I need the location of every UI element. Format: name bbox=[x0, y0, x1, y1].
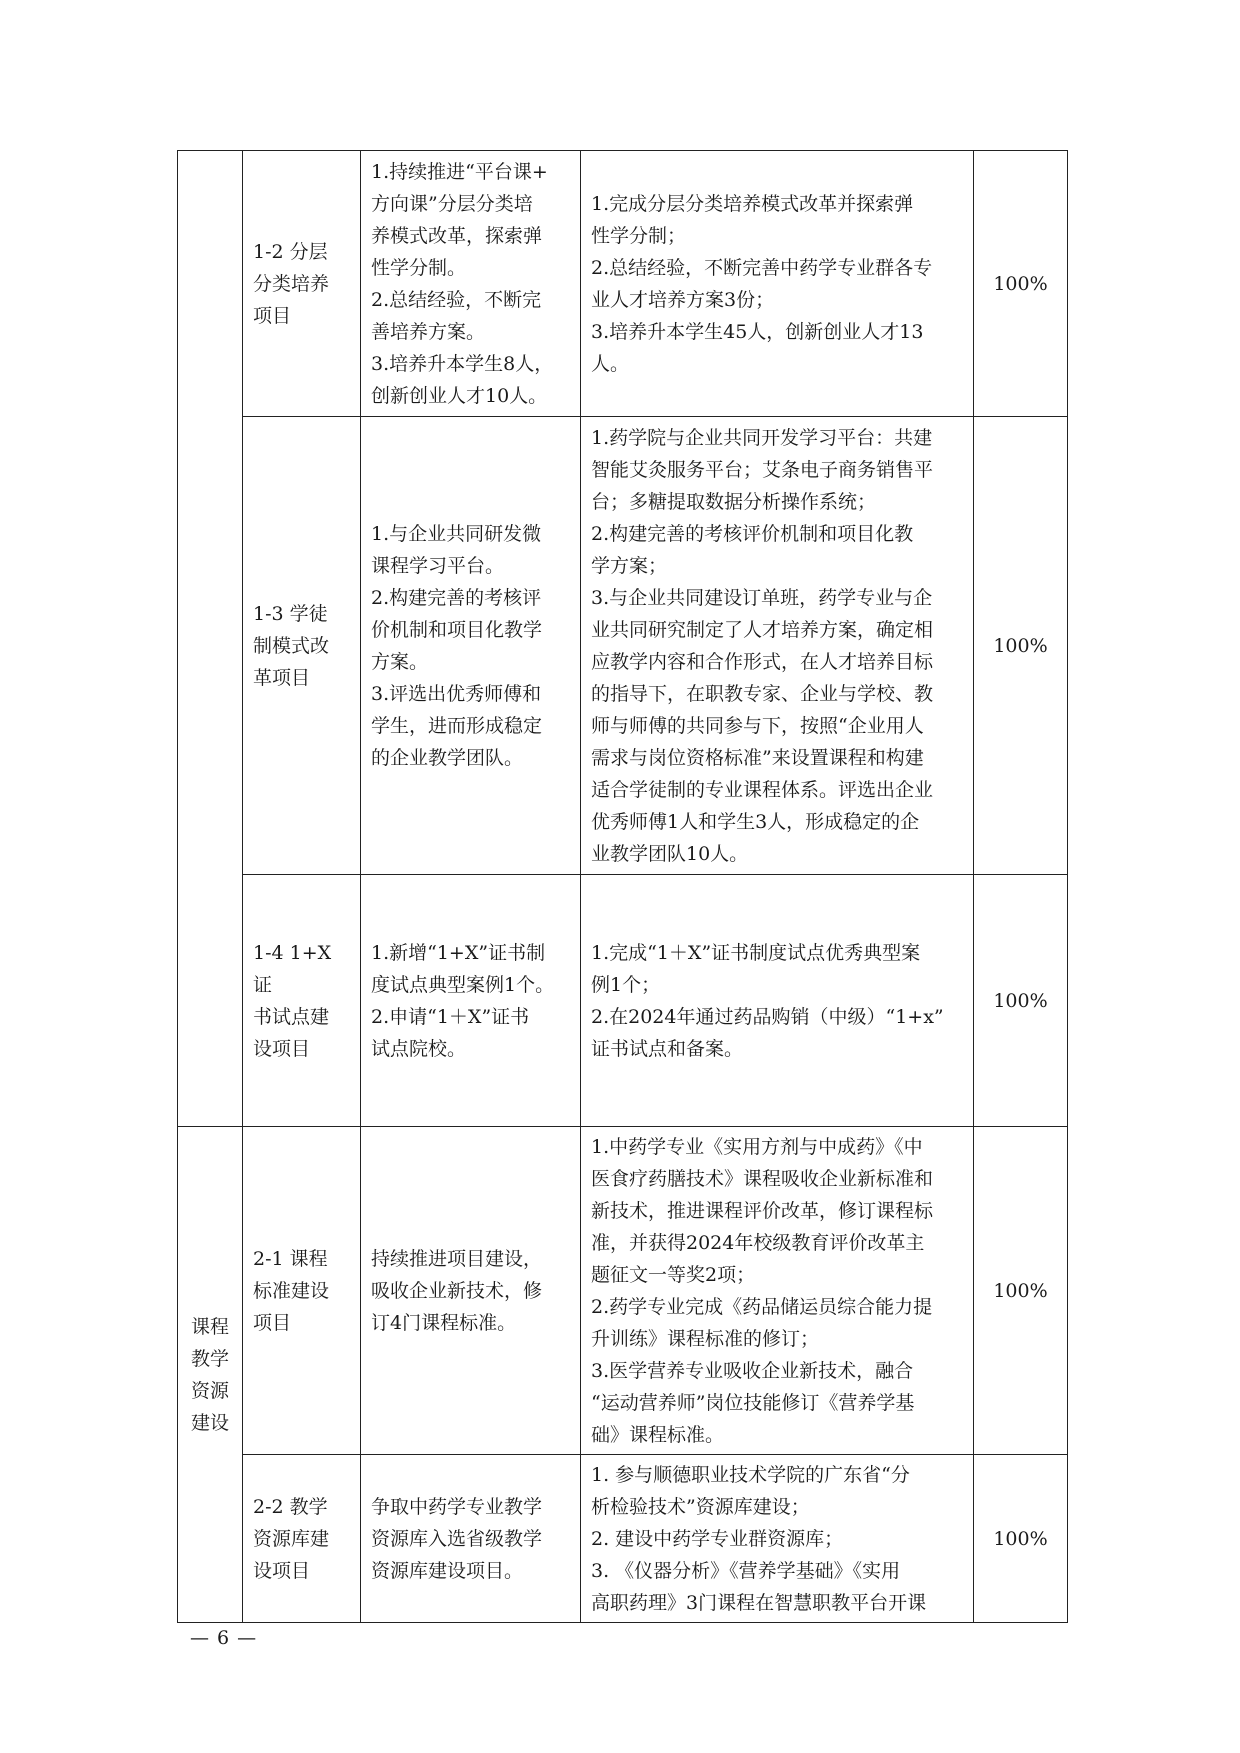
table-row bbox=[178, 1127, 1068, 1455]
text-line: 性学分制； bbox=[591, 224, 687, 247]
project-cell bbox=[243, 875, 361, 1127]
text-line: 2.药学专业完成《药品储运员综合能力提 bbox=[591, 1295, 933, 1318]
text-line: 1.与企业共同研发微 bbox=[371, 522, 542, 545]
target-cell bbox=[361, 1455, 581, 1623]
text-line: 性学分制。 bbox=[371, 256, 467, 279]
text-line: 适合学徒制的专业课程体系。评选出企业 bbox=[591, 778, 934, 801]
text-line: 2. 建设中药学专业群资源库； bbox=[591, 1527, 844, 1550]
text-line: 智能艾灸服务平台；艾条电子商务销售平 bbox=[591, 458, 934, 481]
text-line: 例1个； bbox=[591, 973, 661, 996]
text-line: 人。 bbox=[591, 352, 630, 375]
text-line: 课程学习平台。 bbox=[371, 554, 505, 577]
text-line: 2-1 课程 bbox=[253, 1247, 328, 1270]
text-line: 3.培养升本学生45人，创新创业人才13 bbox=[591, 320, 924, 343]
text-line: 师与师傅的共同参与下，按照“企业用人 bbox=[591, 714, 924, 737]
completion-cell bbox=[581, 151, 974, 417]
target-cell bbox=[361, 151, 581, 417]
text-line: 1.持续推进“平台课+ bbox=[371, 160, 548, 183]
text-line: 价机制和项目化教学 bbox=[371, 618, 543, 641]
text-line: 础》课程标准。 bbox=[591, 1423, 725, 1446]
text-line: “运动营养师”岗位技能修订《营养学基 bbox=[591, 1391, 915, 1414]
text-line: 善培养方案。 bbox=[371, 320, 486, 343]
text-line: 养模式改革，探索弹 bbox=[371, 224, 543, 247]
text-line: 资源库入选省级教学 bbox=[371, 1527, 543, 1550]
text-line: 1-2 分层 bbox=[253, 240, 328, 263]
text-line: 3.医学营养专业吸收企业新技术，融合 bbox=[591, 1359, 914, 1382]
project-completion-table bbox=[177, 150, 1068, 1623]
text-line: 资源库建 bbox=[253, 1527, 330, 1550]
project-cell bbox=[243, 1127, 361, 1455]
text-line: 1.完成“1＋X”证书制度试点优秀典型案 bbox=[591, 941, 921, 964]
completion-cell bbox=[581, 1455, 974, 1623]
text-line: 试点院校。 bbox=[371, 1037, 467, 1060]
completion-rate: 100% bbox=[974, 1455, 1068, 1623]
text-line: 课程 bbox=[190, 1315, 229, 1338]
text-line: 准，并获得2024年校级教育评价改革主 bbox=[591, 1231, 925, 1254]
text-line: 1.新增“1+X”证书制 bbox=[371, 941, 546, 964]
text-line: 分类培养 bbox=[253, 272, 330, 295]
text-line: 资源库建设项目。 bbox=[371, 1559, 524, 1582]
text-line: 新技术，推进课程评价改革，修订课程标 bbox=[591, 1199, 934, 1222]
text-line: 业共同研究制定了人才培养方案，确定相 bbox=[591, 618, 934, 641]
text-line: 1.完成分层分类培养模式改革并探索弹 bbox=[591, 192, 914, 215]
text-line: 资源 bbox=[190, 1379, 229, 1402]
text-line: 台；多糖提取数据分析操作系统； bbox=[591, 490, 877, 513]
text-line: 3. 《仪器分析》《营养学基础》《实用 bbox=[591, 1559, 901, 1582]
text-line: 2.总结经验，不断完善中药学专业群各专 bbox=[591, 256, 933, 279]
table-row bbox=[178, 875, 1068, 1127]
text-line: 1-3 学徒 bbox=[253, 602, 328, 625]
category-cell bbox=[178, 1127, 243, 1623]
text-line: 建设 bbox=[190, 1411, 229, 1434]
text-line: 题征文一等奖2项； bbox=[591, 1263, 756, 1286]
target-cell bbox=[361, 875, 581, 1127]
text-line: 方向课”分层分类培 bbox=[371, 192, 533, 215]
text-line: 学方案； bbox=[591, 554, 668, 577]
table-row bbox=[178, 1455, 1068, 1623]
text-line: 1.中药学专业《实用方剂与中成药》《中 bbox=[591, 1135, 923, 1158]
text-line: 的指导下，在职教专家、企业与学校、教 bbox=[591, 682, 934, 705]
text-line: 教学 bbox=[190, 1347, 229, 1370]
text-line: 应教学内容和合作形式，在人才培养目标 bbox=[591, 650, 934, 673]
text-line: 创新创业人才10人。 bbox=[371, 384, 548, 407]
completion-rate: 100% bbox=[974, 417, 1068, 875]
text-line: 设项目 bbox=[253, 1037, 311, 1060]
text-line: 2.申请“1＋X”证书 bbox=[371, 1005, 530, 1028]
text-line: 业人才培养方案3份； bbox=[591, 288, 775, 311]
text-line: 标准建设 bbox=[253, 1279, 330, 1302]
text-line: 革项目 bbox=[253, 666, 311, 689]
table-row bbox=[178, 417, 1068, 875]
text-line: 析检验技术”资源库建设； bbox=[591, 1495, 810, 1518]
completion-cell bbox=[581, 1127, 974, 1455]
text-line: 方案。 bbox=[371, 650, 429, 673]
text-line: 高职药理》3门课程在智慧职教平台开课 bbox=[591, 1591, 927, 1614]
project-cell bbox=[243, 1455, 361, 1623]
text-line: 度试点典型案例1个。 bbox=[371, 973, 555, 996]
completion-cell bbox=[581, 875, 974, 1127]
text-line: 3.评选出优秀师傅和 bbox=[371, 682, 542, 705]
text-line: 2.构建完善的考核评价机制和项目化教 bbox=[591, 522, 914, 545]
text-line: 项目 bbox=[253, 304, 292, 327]
text-line: 订4门课程标准。 bbox=[371, 1311, 517, 1334]
target-cell bbox=[361, 417, 581, 875]
text-line: 医食疗药膳技术》课程吸收企业新标准和 bbox=[591, 1167, 934, 1190]
text-line: 的企业教学团队。 bbox=[371, 746, 524, 769]
text-line: 制模式改 bbox=[253, 634, 330, 657]
text-line: 优秀师傅1人和学生3人，形成稳定的企 bbox=[591, 810, 920, 833]
completion-rate: 100% bbox=[974, 1127, 1068, 1455]
text-line: 持续推进项目建设， bbox=[371, 1247, 543, 1270]
text-line: 项目 bbox=[253, 1311, 292, 1334]
text-line: 1. 参与顺德职业技术学院的广东省“分 bbox=[591, 1463, 910, 1486]
target-cell bbox=[361, 1127, 581, 1455]
text-line: 争取中药学专业教学 bbox=[371, 1495, 543, 1518]
text-line: 2-2 教学 bbox=[253, 1495, 328, 1518]
text-line: 证书试点和备案。 bbox=[591, 1037, 744, 1060]
text-line: 3.与企业共同建设订单班，药学专业与企 bbox=[591, 586, 933, 609]
text-line: 设项目 bbox=[253, 1559, 311, 1582]
project-cell bbox=[243, 151, 361, 417]
text-line: 书试点建 bbox=[253, 1005, 330, 1028]
text-line: 2.总结经验，不断完 bbox=[371, 288, 542, 311]
text-line: 需求与岗位资格标准”来设置课程和构建 bbox=[591, 746, 924, 769]
project-cell bbox=[243, 417, 361, 875]
text-line: 业教学团队10人。 bbox=[591, 842, 749, 865]
table-row bbox=[178, 151, 1068, 417]
completion-rate: 100% bbox=[974, 151, 1068, 417]
text-line: 升训练》课程标准的修订； bbox=[591, 1327, 820, 1350]
text-line: 1-4 1+X证 bbox=[253, 941, 332, 996]
completion-rate: 100% bbox=[974, 875, 1068, 1127]
category-cell bbox=[178, 151, 243, 1127]
text-line: 吸收企业新技术，修 bbox=[371, 1279, 543, 1302]
text-line: 2.构建完善的考核评 bbox=[371, 586, 542, 609]
text-line: 学生，进而形成稳定 bbox=[371, 714, 543, 737]
completion-cell bbox=[581, 417, 974, 875]
text-line: 2.在2024年通过药品购销（中级）“1+x” bbox=[591, 1005, 944, 1028]
page-number: — 6 — bbox=[190, 1627, 258, 1649]
text-line: 3.培养升本学生8人， bbox=[371, 352, 554, 375]
text-line: 1.药学院与企业共同开发学习平台：共建 bbox=[591, 426, 933, 449]
